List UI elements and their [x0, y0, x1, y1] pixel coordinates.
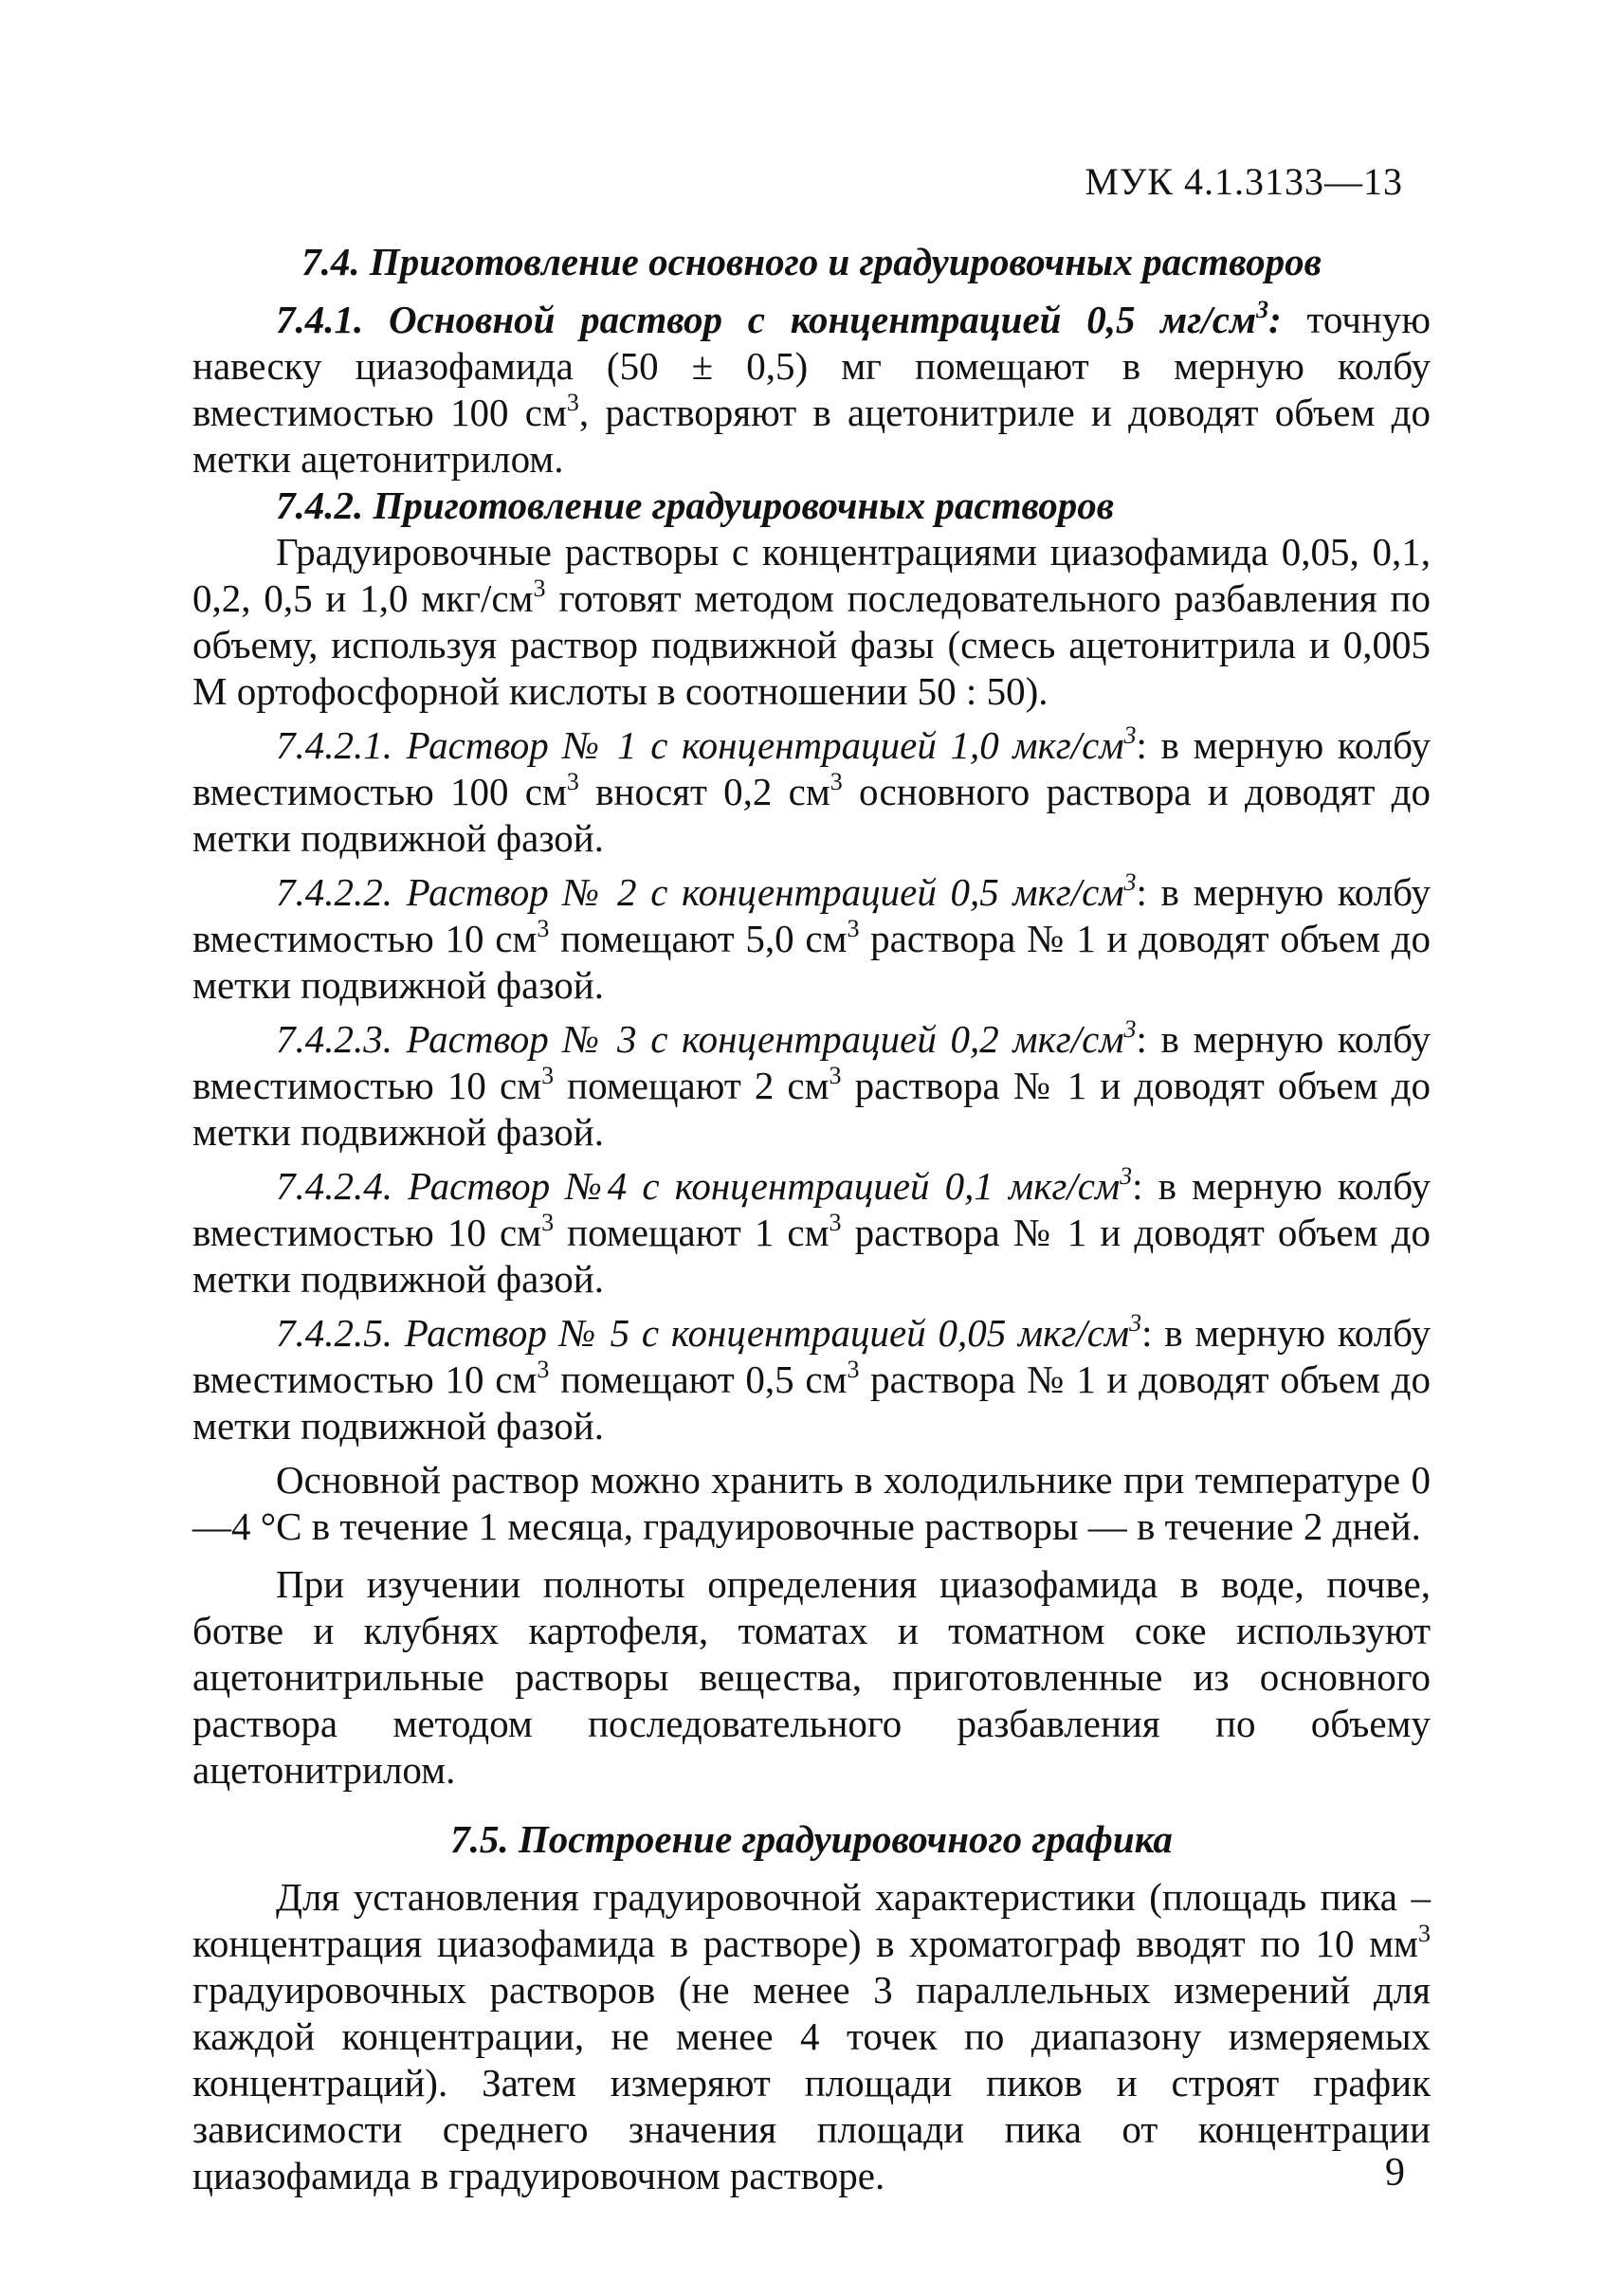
document-code-header: МУК 4.1.3133—13	[1085, 160, 1403, 203]
superscript: 3	[847, 915, 860, 942]
solution-3-text-c: раствора № 1 и доводят объем до метки подвижной фазой.	[192, 1064, 1431, 1154]
solution-3-text-a: : в мерную колбу вместимостью 10 см	[192, 1017, 1431, 1107]
solution-3-lead: 7.4.2.3. Раствор № 3 с концентрацией 0,2 мкг/см	[276, 1017, 1124, 1061]
solution-4-text-a: : в мерную колбу вместимостью 10 см	[192, 1164, 1431, 1254]
section-7-5-heading: 7.5. Построение градуировочного графика	[450, 1817, 1173, 1861]
paragraph-7-4-1-text: точную навеску циазофамида (50 ± 0,5) мг помещают в мерную колбу вместимостью 100 см	[192, 298, 1431, 434]
paragraph-graduation-solutions	[192, 529, 1431, 715]
superscript: 3	[566, 389, 579, 416]
superscript: 3	[1123, 721, 1137, 749]
solution-2-text-b: помещают 5,0 см	[549, 917, 848, 960]
superscript: 3	[847, 1356, 860, 1383]
paragraph-solution-5	[192, 1310, 1431, 1449]
solution-1-text-b: вносят 0,2 см	[578, 770, 830, 813]
solution-4-text-c: раствора № 1 и доводят объем до метки подвижной фазой.	[192, 1211, 1431, 1301]
graduation-text-end: готовят методом последовательного разбавления по объему, используя раствор подвижной фазы (смесь ацетонитрила и 0,005 М ортофосфорной кислоты в соотношении 50 : 50).	[192, 576, 1431, 713]
paragraph-calibration	[192, 1874, 1431, 2199]
superscript: 3	[830, 768, 843, 795]
solution-2-text-a: : в мерную колбу вместимостью 10 см	[192, 870, 1431, 960]
superscript: 3	[1418, 1920, 1431, 1947]
superscript: 3	[1123, 1015, 1137, 1043]
solution-1-lead: 7.4.2.1. Раствор № 1 с концентрацией 1,0 мкг/см	[276, 723, 1124, 767]
superscript: 3	[1123, 868, 1137, 896]
solution-3-text-b: помещают 2 см	[554, 1064, 830, 1107]
superscript: 3	[1256, 296, 1269, 323]
paragraph-7-4-1-text-end: , растворяют в ацетонитриле и доводят объем до метки ацетонитрилом.	[192, 391, 1431, 481]
paragraph-7-4-1-lead: 7.4.1. Основной раствор с концентрацией 0,5 мг/см	[276, 298, 1257, 341]
solution-4-lead: 7.4.2.4. Раствор №4 с концентрацией 0,1 мкг/см	[276, 1164, 1121, 1208]
superscript: 3	[1129, 1309, 1142, 1337]
page-content	[192, 239, 1431, 2199]
superscript: 3	[541, 1062, 555, 1089]
superscript: 3	[1120, 1162, 1133, 1190]
solution-5-lead: 7.4.2.5. Раствор № 5 с концентрацией 0,05 мкг/см	[276, 1311, 1130, 1355]
paragraph-solution-2	[192, 869, 1431, 1009]
solution-4-text-b: помещают 1 см	[554, 1211, 830, 1254]
paragraph-solution-4	[192, 1163, 1431, 1303]
solution-1-text-c: основного раствора и доводят до метки подвижной фазой.	[192, 770, 1431, 860]
calibration-text-end: градуировочных растворов (не менее 3 параллельных измерений для каждой концентрации, не менее 4 точек по диапазону измеряемых концентраций). Затем измеряют площади пиков и строят график зависимости среднего значения площади пика от концентрации циазофамида в градуировочном растворе.	[192, 1968, 1431, 2197]
superscript: 3	[533, 574, 546, 602]
colon: :	[1268, 298, 1282, 341]
solution-2-text-c: раствора № 1 и доводят объем до метки подвижной фазой.	[192, 917, 1431, 1007]
solution-1-text-a: : в мерную колбу вместимостью 100 см	[192, 723, 1431, 813]
page-number: 9	[1385, 2151, 1405, 2195]
superscript: 3	[537, 915, 550, 942]
paragraph-7-4-1	[192, 297, 1431, 483]
superscript: 3	[566, 768, 579, 795]
paragraph-solution-3	[192, 1016, 1431, 1156]
paragraph-solution-1	[192, 722, 1431, 862]
superscript: 3	[829, 1209, 842, 1236]
calibration-text: Для установления градуировочной характеристики (площадь пика – концентрация циазофамида в растворе) в хроматограф вводят по 10 мм	[192, 1875, 1431, 1965]
graduation-text: Градуировочные растворы с концентрациями циазофамида 0,05, 0,1, 0,2, 0,5 и 1,0 мкг/см	[192, 530, 1431, 620]
superscript: 3	[541, 1209, 555, 1236]
section-7-4-heading: 7.4. Приготовление основного и градуировочных растворов	[301, 240, 1322, 283]
solution-5-text-c: раствора № 1 и доводят объем до метки подвижной фазой.	[192, 1358, 1431, 1448]
superscript: 3	[829, 1062, 842, 1089]
superscript: 3	[537, 1356, 550, 1383]
solution-5-text-b: помещают 0,5 см	[549, 1358, 848, 1401]
paragraph-storage: Основной раствор можно хранить в холодильнике при температуре 0—4 °С в течение 1 месяца, градуировочные растворы — в течение 2 дней.	[192, 1458, 1431, 1548]
solution-5-text-a: : в мерную колбу вместимостью 10 см	[192, 1311, 1431, 1401]
paragraph-completeness: При изучении полноты определения циазофамида в воде, почве, ботве и клубнях картофеля, томатах и томатном соке используют ацетонитрильные растворы вещества, приготовленные из основного раствора методом последовательного разбавления по объему ацетонитрилом.	[192, 1562, 1431, 1792]
solution-2-lead: 7.4.2.2. Раствор № 2 с концентрацией 0,5 мкг/см	[276, 870, 1124, 914]
section-7-4-2-heading: 7.4.2. Приготовление градуировочных растворов	[276, 483, 1115, 527]
